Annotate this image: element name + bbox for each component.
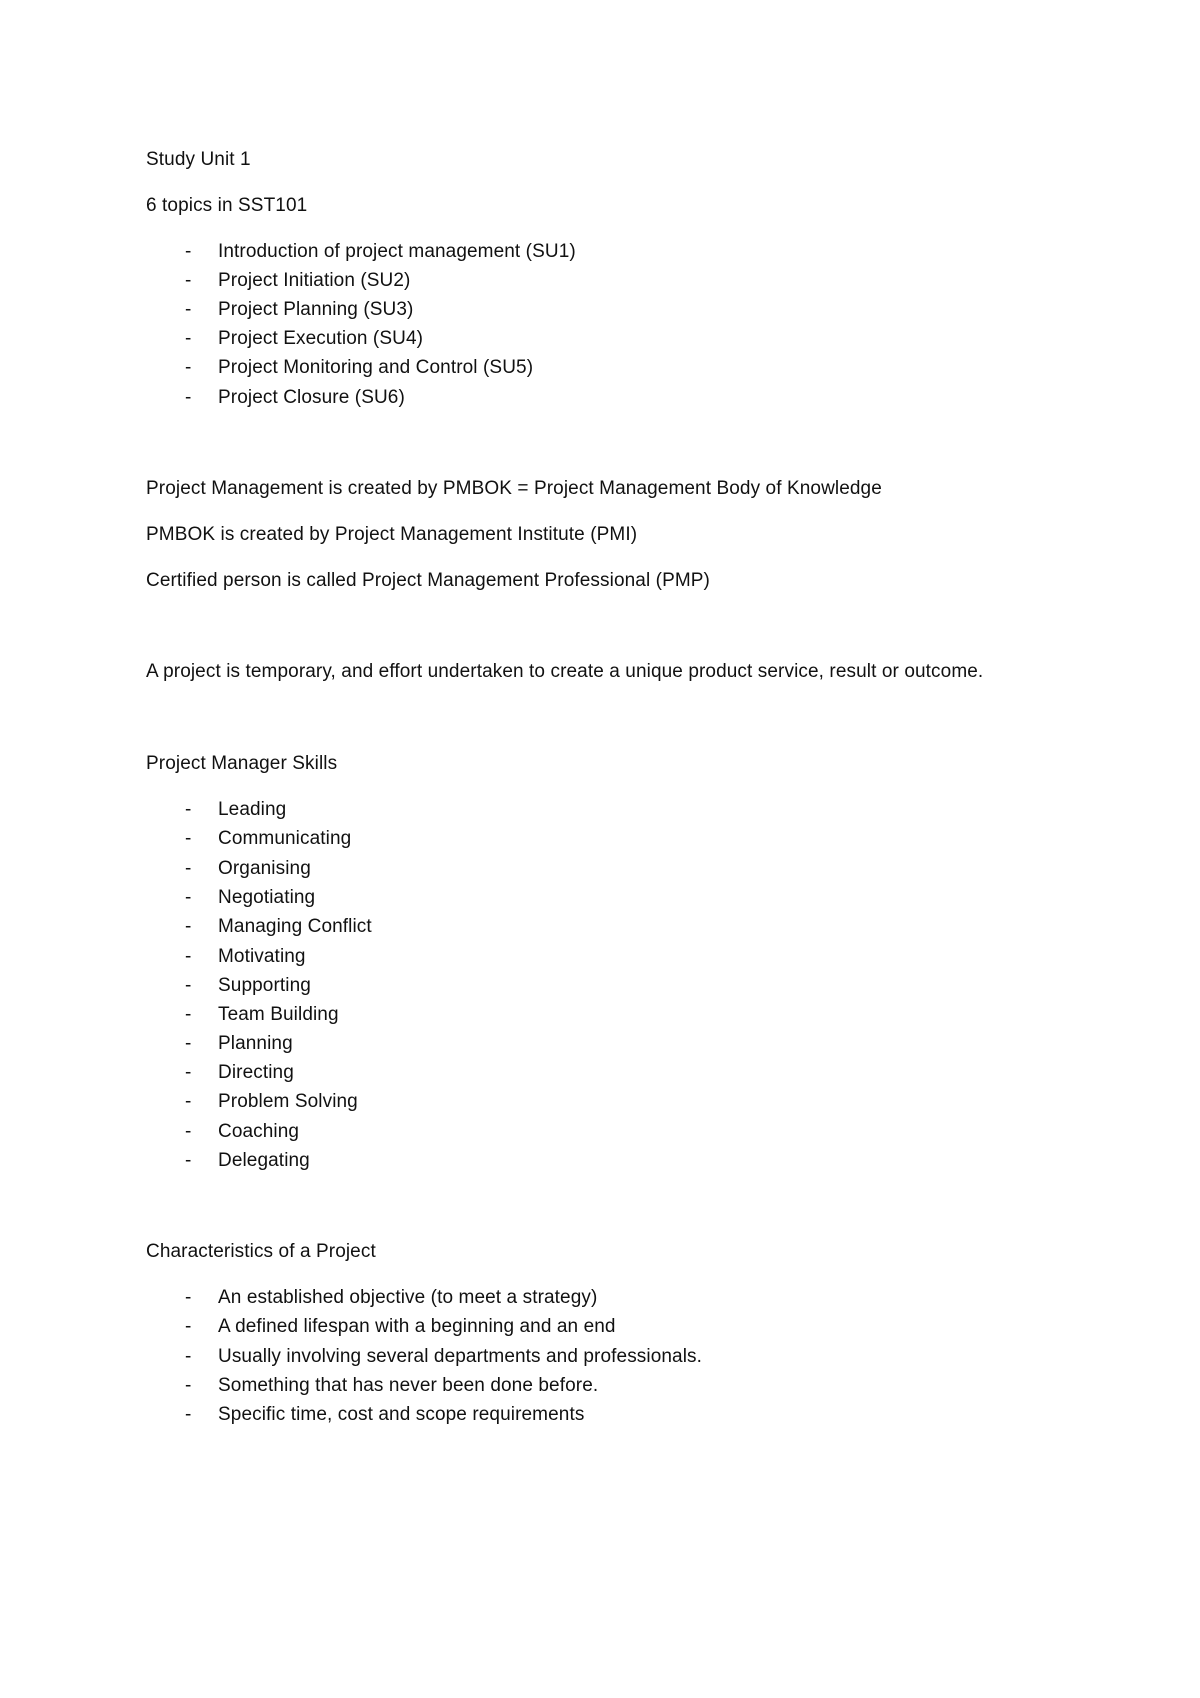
list-item [185,974,311,998]
list-item [185,1374,598,1398]
list-item [185,386,405,410]
bullet-dash: - [185,887,192,908]
list-item-text: Problem Solving [218,1091,358,1112]
list-item [185,327,423,351]
list-item [185,798,286,822]
bullet-dash: - [185,357,192,378]
bullet-dash: - [185,328,192,349]
bullet-dash: - [185,858,192,879]
list-item [185,1286,597,1310]
list-item [185,1120,299,1144]
pmp-statement: Certified person is called Project Management Professional (PMP) [146,570,710,591]
list-item [185,945,306,969]
bullet-dash: - [185,1062,192,1083]
list-item-text: Organising [218,858,311,879]
bullet-dash: - [185,828,192,849]
list-item [185,1149,310,1173]
topics-intro: 6 topics in SST101 [146,195,308,216]
list-item-text: Specific time, cost and scope requirements [218,1404,585,1425]
list-item-text: Directing [218,1062,294,1083]
list-item-text: Project Initiation (SU2) [218,270,411,291]
list-item [185,356,533,380]
list-item-text: Project Closure (SU6) [218,387,405,408]
list-item-text: Delegating [218,1150,310,1171]
pmbok-statement: Project Management is created by PMBOK = Project Management Body of Knowledge [146,478,882,499]
project-definition: A project is temporary, and effort undertaken to create a unique product service, result or outcome. [146,661,984,682]
bullet-dash: - [185,799,192,820]
list-item [185,827,351,851]
list-item-text: Something that has never been done before. [218,1375,599,1396]
list-item-text: Coaching [218,1121,300,1142]
list-item-text: Managing Conflict [218,916,372,937]
list-item [185,886,315,910]
list-item [185,298,413,322]
bullet-dash: - [185,1150,192,1171]
list-item [185,1003,339,1027]
bullet-dash: - [185,241,192,262]
list-item-text: Usually involving several departments and professionals. [218,1346,703,1367]
list-item-text: Team Building [218,1004,339,1025]
list-item [185,1061,294,1085]
page-heading: Study Unit 1 [146,149,251,170]
list-item-text: An established objective (to meet a strategy) [218,1287,598,1308]
list-item [185,1090,358,1114]
bullet-dash: - [185,270,192,291]
list-item-text: Introduction of project management (SU1) [218,241,576,262]
bullet-dash: - [185,946,192,967]
list-item [185,1345,702,1369]
bullet-dash: - [185,1346,192,1367]
list-item-text: Project Planning (SU3) [218,299,414,320]
bullet-dash: - [185,387,192,408]
bullet-dash: - [185,1375,192,1396]
bullet-dash: - [185,1033,192,1054]
bullet-dash: - [185,916,192,937]
list-item [185,240,576,264]
list-item-text: Leading [218,799,287,820]
list-item [185,1315,616,1339]
list-item-text: Planning [218,1033,293,1054]
characteristics-heading: Characteristics of a Project [146,1241,376,1262]
bullet-dash: - [185,975,192,996]
list-item [185,269,410,293]
list-item [185,857,311,881]
list-item-text: Project Monitoring and Control (SU5) [218,357,534,378]
bullet-dash: - [185,1121,192,1142]
list-item-text: Project Execution (SU4) [218,328,424,349]
list-item-text: Communicating [218,828,352,849]
bullet-dash: - [185,1316,192,1337]
list-item-text: Motivating [218,946,306,967]
bullet-dash: - [185,1287,192,1308]
bullet-dash: - [185,1091,192,1112]
list-item-text: Supporting [218,975,311,996]
bullet-dash: - [185,299,192,320]
list-item [185,915,372,939]
list-item-text: A defined lifespan with a beginning and an end [218,1316,616,1337]
list-item-text: Negotiating [218,887,316,908]
list-item [185,1403,584,1427]
bullet-dash: - [185,1404,192,1425]
pmi-statement: PMBOK is created by Project Management Institute (PMI) [146,524,638,545]
list-item [185,1032,293,1056]
skills-heading: Project Manager Skills [146,753,338,774]
bullet-dash: - [185,1004,192,1025]
